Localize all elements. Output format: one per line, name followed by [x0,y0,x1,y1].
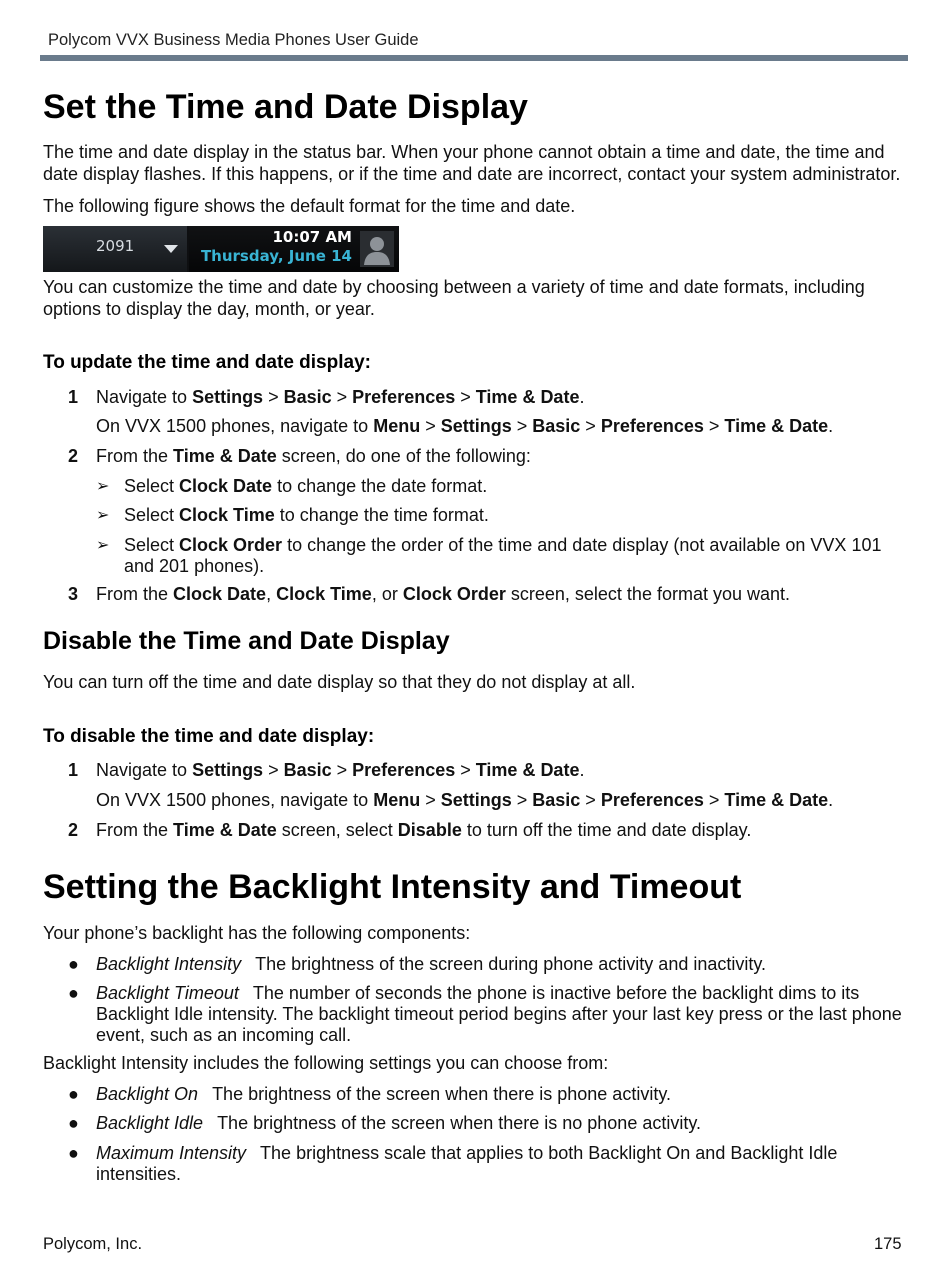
section-title-time-date: Set the Time and Date Display [43,88,528,126]
intensity-settings-paragraph: Backlight Intensity includes the following settings you can choose from: [43,1053,609,1073]
section-title-disable: Disable the Time and Date Display [43,627,450,655]
backlight-intro-paragraph: Your phone’s backlight has the following components: [43,923,471,943]
date-readout: Thursday, June 14 [200,247,352,265]
figure-intro-paragraph: The following figure shows the default format for the time and date. [43,196,576,216]
document-page: Polycom VVX Business Media Phones User Guide Set the Time and Date Display The time and date display in the status bar. When your phone cannot obtain a time and date, the time and date display flashes. If this happens, or if the time and date are incorrect, contact your system administrator. The following figure shows the default format for the time and date. 2091 10:07 AM Thursday, June 14 You can customize the time and date by choosing between a variety of time and date formats, including options to display the day, month, or year. To update the time and date display: 1 Navigate to Settings > Basic > Preferences > Time & Date. On VVX 1500 phones, navigate to Menu > Settings > Basic > Preferences > Time & Date. 2 From the Time & Date screen, do one of the following: ➢ Select Clock Date to change the date format. ➢ Select Clock Time to change the time format. ➢ Select Clock Order to change the order of the time and date display (not available on VVX 101 and 201 phones). 3 From the Clock Date, Clock Time, or Clock Order screen, select the format you want. Disable the Time and Date Display You can turn off the time and date display so that they do not display at all. To disable the time and date display: 1 Navigate to Settings > Basic > Preferences > Time & Date. On VVX 1500 phones, navigate to Menu > Settings > Basic > Preferences > Time & Date. 2 From the Time & Date screen, select Disable to turn off the time and date display. Setting the Backlight Intensity and Timeout Your phone’s backlight has the following components: ● Backlight Intensity The brightness of the screen during phone activity and inactivity. ● Backlight Timeout The number of seconds the phone is inactive before the backlight dims to its Backlight Idle intensity. The backlight timeout period begins after your last key press or the last phone event, such as an incoming call. Backlight Intensity includes the following settings you can choose from: ● Backlight On The brightness of the screen when there is phone activity. ● Backlight Idle The brightness of the screen when there is no phone activity. ● Maximum Intensity The brightness scale that applies to both Backlight On and Backlight Idle intensities. Polycom, Inc. 175 [0,0,950,1284]
dropdown-arrow-icon [164,245,178,253]
time-date-area [189,226,399,272]
arrow-bullet-icon: ➢ [96,537,110,554]
extension-label: 2091 [96,237,135,255]
arrow-bullet-icon: ➢ [96,507,110,524]
disable-paragraph: You can turn off the time and date display so that they do not display at all. [43,672,636,692]
user-avatar-icon [360,231,394,267]
bullet-dot-icon: ● [68,1084,79,1104]
arrow-bullet-icon: ➢ [96,478,110,495]
section-title-backlight: Setting the Backlight Intensity and Timeout [43,868,742,906]
intro-paragraph: The time and date display in the status bar. When your phone cannot obtain a time and date, the time and date display flashes. If this happens, or if the time and date are incorrect, contact your system administrator. [43,142,901,184]
customize-paragraph: You can customize the time and date by choosing between a variety of time and date formats, including options to display the day, month, or year. [43,277,865,319]
bullet-dot-icon: ● [68,954,79,974]
bullet-dot-icon: ● [68,1113,79,1133]
page-number: 175 [874,1235,902,1253]
procedure-title-disable: To disable the time and date display: [43,726,375,747]
line-key-area [43,226,187,272]
procedure-title-update: To update the time and date display: [43,352,371,373]
running-header: Polycom VVX Business Media Phones User Guide [48,31,419,49]
footer-company: Polycom, Inc. [43,1235,143,1253]
time-readout: 10:07 AM [272,228,352,246]
header-rule [40,55,908,61]
bullet-dot-icon: ● [68,1143,79,1163]
status-bar-figure [43,226,399,272]
bullet-dot-icon: ● [68,983,79,1003]
